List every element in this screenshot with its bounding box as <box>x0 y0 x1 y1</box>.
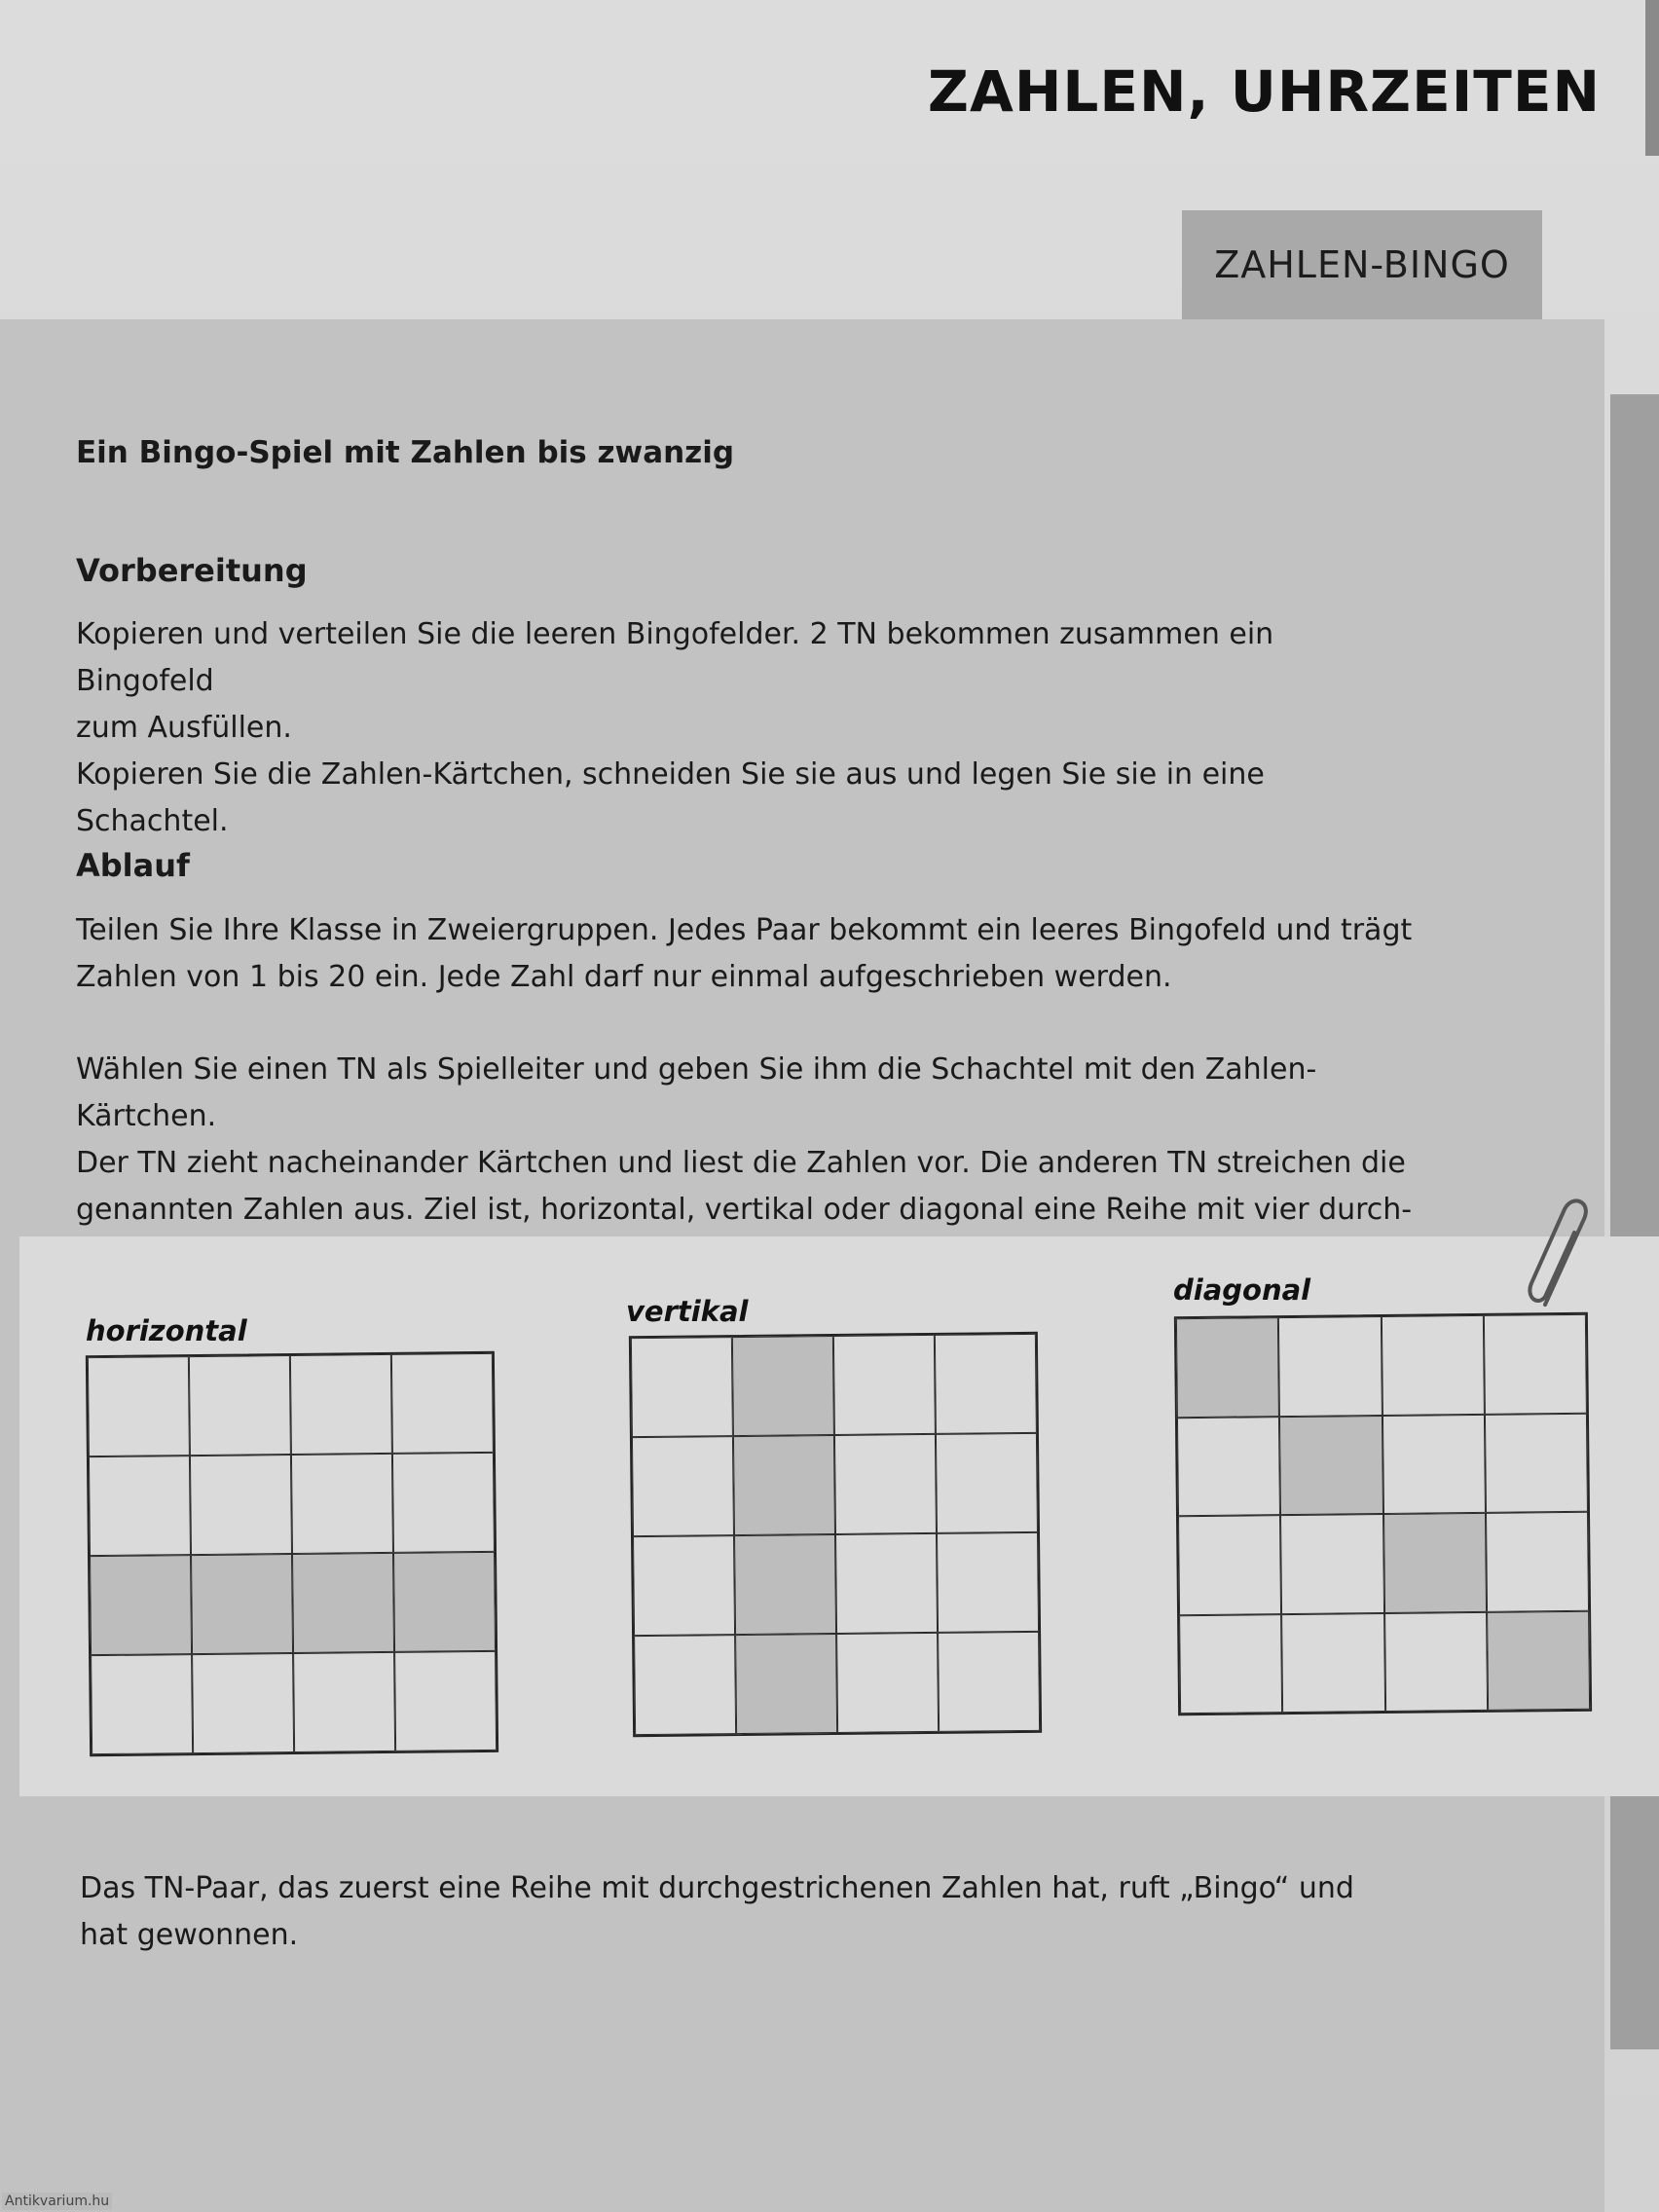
grid-cell <box>836 1633 939 1733</box>
ablauf-text-1 <box>76 907 1419 1001</box>
grid-label-diagonal: diagonal <box>1173 1273 1311 1307</box>
grid-cell <box>391 1353 494 1454</box>
grid-cell <box>89 1456 191 1556</box>
side-block <box>1610 394 1659 2049</box>
grid-cell <box>291 1454 393 1554</box>
grid-cell <box>634 1635 736 1735</box>
grid-cell-highlighted <box>1279 1416 1382 1516</box>
section-tab <box>1182 210 1542 319</box>
vorbereitung-line: Kopieren Sie die Zahlen-Kärtchen, schneiden Sie sie aus und legen Sie sie in eine Schachtel. <box>76 757 1265 838</box>
bingo-grid-horizontal <box>86 1351 498 1756</box>
ablauf-line: Der TN zieht nacheinander Kärtchen und liest die Zahlen vor. Die anderen TN streichen die <box>76 1146 1406 1180</box>
grid-cell-highlighted <box>90 1555 192 1655</box>
ablauf-line: Teilen Sie Ihre Klasse in Zweiergruppen. Jedes Paar bekommt ein leeres Bingofeld und trägt <box>76 913 1413 947</box>
grid-cell <box>1280 1514 1383 1614</box>
grid-cell-highlighted <box>733 1435 835 1535</box>
grid-cell-highlighted <box>1383 1513 1487 1613</box>
section-tab-label: ZAHLEN-BINGO <box>1214 243 1510 286</box>
closing-line: Das TN-Paar, das zuerst eine Reihe mit durchgestrichenen Zahlen hat, ruft „Bingo“ und <box>80 1871 1354 1905</box>
grid-cell <box>1177 1417 1280 1517</box>
grid-cell <box>833 1335 936 1435</box>
watermark: Antikvarium.hu <box>2 2193 112 2210</box>
intro-heading: Ein Bingo-Spiel mit Zahlen bis zwanzig <box>76 435 735 470</box>
grid-cell <box>293 1652 395 1752</box>
ablauf-line: genannten Zahlen aus. Ziel ist, horizontal, vertikal oder diagonal eine Reihe mit vier durch- <box>76 1193 1413 1227</box>
grid-cell <box>392 1453 495 1553</box>
grid-cell <box>1381 1315 1484 1416</box>
grid-cell <box>936 1433 1038 1533</box>
grid-cell <box>937 1532 1039 1633</box>
grid-cell <box>394 1651 497 1751</box>
grid-cell <box>1486 1512 1589 1612</box>
grid-cell-highlighted <box>292 1553 394 1653</box>
grid-cell <box>290 1354 392 1455</box>
ablauf-line: Wählen Sie einen TN als Spielleiter und geben Sie ihm die Schachtel mit den Zahlen-Kärtchen. <box>76 1052 1317 1133</box>
vorbereitung-heading: Vorbereitung <box>76 552 308 589</box>
grid-cell <box>1484 1314 1587 1415</box>
closing-text <box>80 1865 1423 1959</box>
ablauf-line: Zahlen von 1 bis 20 ein. Jede Zahl darf nur einmal aufgeschrieben werden. <box>76 960 1172 994</box>
vorbereitung-line: Kopieren und verteilen Sie die leeren Bingofelder. 2 TN bekommen zusammen ein Bingofeld <box>76 617 1274 698</box>
grid-cell <box>935 1334 1037 1434</box>
grid-label-horizontal: horizontal <box>86 1314 247 1347</box>
grid-cell-highlighted <box>191 1554 293 1654</box>
bingo-grid-vertikal <box>629 1332 1042 1737</box>
grid-cell <box>88 1356 190 1456</box>
grid-cell-highlighted <box>734 1534 836 1635</box>
chapter-title: ZAHLEN, UHRZEITEN <box>927 58 1601 125</box>
vorbereitung-text <box>76 611 1419 845</box>
grid-cell <box>91 1654 193 1754</box>
grid-cell <box>189 1355 291 1456</box>
grid-cell <box>938 1632 1040 1732</box>
grid-cell <box>1178 1515 1281 1615</box>
ablauf-heading: Ablauf <box>76 847 190 884</box>
grid-cell <box>835 1533 938 1634</box>
grid-cell <box>192 1653 294 1753</box>
grid-cell <box>1382 1414 1485 1514</box>
grid-label-vertikal: vertikal <box>626 1295 749 1328</box>
grid-cell <box>633 1535 735 1636</box>
grid-cell <box>1278 1316 1382 1417</box>
bingo-grid-diagonal <box>1174 1312 1592 1715</box>
grid-cell-highlighted <box>735 1634 837 1734</box>
grid-cell <box>631 1337 733 1437</box>
grid-cell <box>1485 1413 1588 1513</box>
grid-cell <box>1384 1611 1488 1712</box>
grid-cell-highlighted <box>1176 1317 1279 1418</box>
paperclip-icon <box>1524 1190 1600 1326</box>
grid-cell-highlighted <box>1487 1610 1590 1711</box>
grid-cell <box>1281 1612 1384 1713</box>
vorbereitung-line: zum Ausfüllen. <box>76 711 292 745</box>
grid-cell-highlighted <box>732 1336 834 1436</box>
page-edge-strip <box>1645 0 1659 156</box>
grid-cell <box>190 1455 292 1555</box>
grid-cell <box>632 1436 734 1536</box>
grid-cell-highlighted <box>393 1552 496 1652</box>
grid-cell <box>834 1434 937 1534</box>
grid-cell <box>1179 1614 1282 1714</box>
closing-line: hat gewonnen. <box>80 1918 299 1952</box>
